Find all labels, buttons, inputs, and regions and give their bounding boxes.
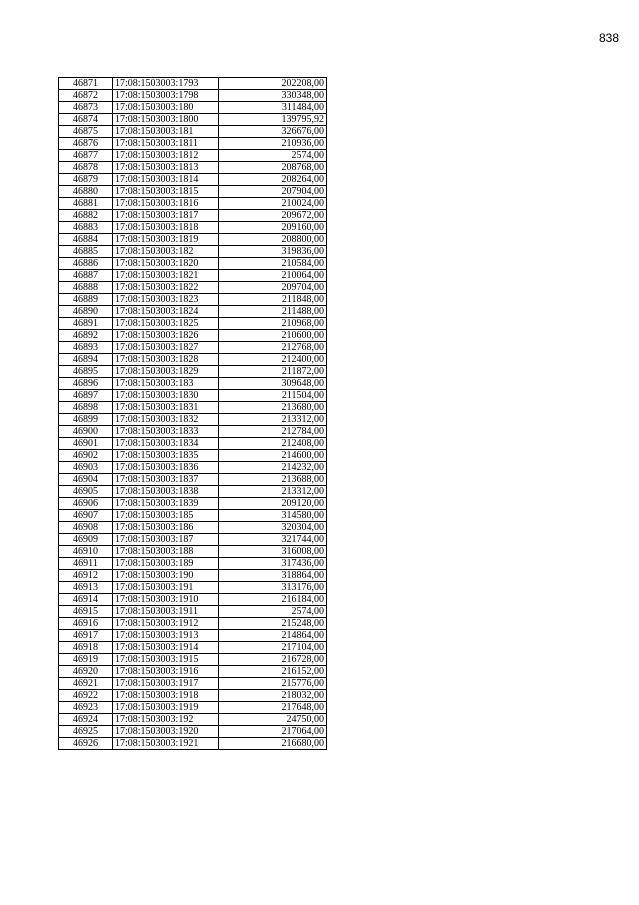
cadastral-number-cell: 17:08:1503003:189 <box>113 558 219 570</box>
value-cell: 210600,00 <box>219 330 327 342</box>
cadastral-number-cell: 17:08:1503003:1834 <box>113 438 219 450</box>
value-cell: 216680,00 <box>219 738 327 750</box>
cadastral-number-cell: 17:08:1503003:1813 <box>113 162 219 174</box>
table-row <box>59 318 327 330</box>
value-cell: 2574,00 <box>219 150 327 162</box>
value-cell: 319836,00 <box>219 246 327 258</box>
value-cell: 330348,00 <box>219 90 327 102</box>
value-cell: 211872,00 <box>219 366 327 378</box>
table-row <box>59 582 327 594</box>
table-row <box>59 522 327 534</box>
cadastral-number-cell: 17:08:1503003:1913 <box>113 630 219 642</box>
value-cell: 210968,00 <box>219 318 327 330</box>
table-row <box>59 78 327 90</box>
table-row <box>59 270 327 282</box>
table-row <box>59 570 327 582</box>
row-number-cell: 46883 <box>59 222 113 234</box>
value-cell: 212784,00 <box>219 426 327 438</box>
table-row <box>59 654 327 666</box>
cadastral-number-cell: 17:08:1503003:1798 <box>113 90 219 102</box>
row-number-cell: 46892 <box>59 330 113 342</box>
cadastral-number-cell: 17:08:1503003:1921 <box>113 738 219 750</box>
table-row <box>59 246 327 258</box>
table-row <box>59 630 327 642</box>
cadastral-number-cell: 17:08:1503003:1918 <box>113 690 219 702</box>
table-row <box>59 666 327 678</box>
row-number-cell: 46919 <box>59 654 113 666</box>
table-row <box>59 102 327 114</box>
table-row <box>59 702 327 714</box>
value-cell: 210024,00 <box>219 198 327 210</box>
cadastral-number-cell: 17:08:1503003:1830 <box>113 390 219 402</box>
cadastral-number-cell: 17:08:1503003:1814 <box>113 174 219 186</box>
table-row <box>59 594 327 606</box>
page-number: 838 <box>598 31 619 45</box>
value-cell: 217064,00 <box>219 726 327 738</box>
cadastral-number-cell: 17:08:1503003:1811 <box>113 138 219 150</box>
table-row <box>59 330 327 342</box>
value-cell: 317436,00 <box>219 558 327 570</box>
cadastral-number-cell: 17:08:1503003:1822 <box>113 282 219 294</box>
value-cell: 212768,00 <box>219 342 327 354</box>
cadastral-number-cell: 17:08:1503003:1831 <box>113 402 219 414</box>
cadastral-number-cell: 17:08:1503003:1916 <box>113 666 219 678</box>
value-cell: 320304,00 <box>219 522 327 534</box>
table-row <box>59 438 327 450</box>
cadastral-number-cell: 17:08:1503003:1911 <box>113 606 219 618</box>
cadastral-number-cell: 17:08:1503003:1832 <box>113 414 219 426</box>
row-number-cell: 46900 <box>59 426 113 438</box>
table-row <box>59 738 327 750</box>
cadastral-number-cell: 17:08:1503003:183 <box>113 378 219 390</box>
cadastral-number-cell: 17:08:1503003:1839 <box>113 498 219 510</box>
data-table <box>58 77 327 750</box>
value-cell: 213312,00 <box>219 414 327 426</box>
value-cell: 208800,00 <box>219 234 327 246</box>
table-row <box>59 498 327 510</box>
value-cell: 213312,00 <box>219 486 327 498</box>
value-cell: 216152,00 <box>219 666 327 678</box>
value-cell: 202208,00 <box>219 78 327 90</box>
row-number-cell: 46908 <box>59 522 113 534</box>
table-row <box>59 306 327 318</box>
cadastral-number-cell: 17:08:1503003:182 <box>113 246 219 258</box>
row-number-cell: 46909 <box>59 534 113 546</box>
cadastral-number-cell: 17:08:1503003:1816 <box>113 198 219 210</box>
table-body <box>59 78 327 750</box>
table-row <box>59 390 327 402</box>
row-number-cell: 46925 <box>59 726 113 738</box>
cadastral-number-cell: 17:08:1503003:187 <box>113 534 219 546</box>
value-cell: 213680,00 <box>219 402 327 414</box>
row-number-cell: 46889 <box>59 294 113 306</box>
cadastral-number-cell: 17:08:1503003:188 <box>113 546 219 558</box>
value-cell: 210584,00 <box>219 258 327 270</box>
table-row <box>59 690 327 702</box>
row-number-cell: 46880 <box>59 186 113 198</box>
table-row <box>59 126 327 138</box>
table-row <box>59 642 327 654</box>
value-cell: 212408,00 <box>219 438 327 450</box>
cadastral-number-cell: 17:08:1503003:1920 <box>113 726 219 738</box>
row-number-cell: 46907 <box>59 510 113 522</box>
table-row <box>59 414 327 426</box>
table-row <box>59 282 327 294</box>
row-number-cell: 46905 <box>59 486 113 498</box>
row-number-cell: 46920 <box>59 666 113 678</box>
row-number-cell: 46872 <box>59 90 113 102</box>
row-number-cell: 46874 <box>59 114 113 126</box>
table-row <box>59 222 327 234</box>
value-cell: 214600,00 <box>219 450 327 462</box>
value-cell: 314580,00 <box>219 510 327 522</box>
cadastral-number-cell: 17:08:1503003:1819 <box>113 234 219 246</box>
row-number-cell: 46885 <box>59 246 113 258</box>
row-number-cell: 46901 <box>59 438 113 450</box>
value-cell: 209120,00 <box>219 498 327 510</box>
row-number-cell: 46895 <box>59 366 113 378</box>
table-row <box>59 210 327 222</box>
value-cell: 214864,00 <box>219 630 327 642</box>
cadastral-number-cell: 17:08:1503003:190 <box>113 570 219 582</box>
cadastral-number-cell: 17:08:1503003:185 <box>113 510 219 522</box>
value-cell: 326676,00 <box>219 126 327 138</box>
value-cell: 217104,00 <box>219 642 327 654</box>
value-cell: 213688,00 <box>219 474 327 486</box>
row-number-cell: 46877 <box>59 150 113 162</box>
row-number-cell: 46924 <box>59 714 113 726</box>
row-number-cell: 46918 <box>59 642 113 654</box>
value-cell: 217648,00 <box>219 702 327 714</box>
table-row <box>59 714 327 726</box>
cadastral-number-cell: 17:08:1503003:1835 <box>113 450 219 462</box>
table-row <box>59 426 327 438</box>
value-cell: 139795,92 <box>219 114 327 126</box>
table-row <box>59 366 327 378</box>
value-cell: 209672,00 <box>219 210 327 222</box>
table-row <box>59 174 327 186</box>
table-row <box>59 486 327 498</box>
row-number-cell: 46922 <box>59 690 113 702</box>
row-number-cell: 46917 <box>59 630 113 642</box>
table-row <box>59 342 327 354</box>
table-row <box>59 402 327 414</box>
row-number-cell: 46912 <box>59 570 113 582</box>
cadastral-number-cell: 17:08:1503003:1915 <box>113 654 219 666</box>
row-number-cell: 46878 <box>59 162 113 174</box>
value-cell: 209160,00 <box>219 222 327 234</box>
cadastral-number-cell: 17:08:1503003:186 <box>113 522 219 534</box>
cadastral-number-cell: 17:08:1503003:180 <box>113 102 219 114</box>
table-row <box>59 138 327 150</box>
value-cell: 316008,00 <box>219 546 327 558</box>
table-row <box>59 606 327 618</box>
cadastral-number-cell: 17:08:1503003:1825 <box>113 318 219 330</box>
row-number-cell: 46876 <box>59 138 113 150</box>
table-row <box>59 546 327 558</box>
row-number-cell: 46903 <box>59 462 113 474</box>
row-number-cell: 46879 <box>59 174 113 186</box>
cadastral-number-cell: 17:08:1503003:1910 <box>113 594 219 606</box>
value-cell: 318864,00 <box>219 570 327 582</box>
value-cell: 211488,00 <box>219 306 327 318</box>
table-row <box>59 234 327 246</box>
row-number-cell: 46915 <box>59 606 113 618</box>
row-number-cell: 46884 <box>59 234 113 246</box>
value-cell: 311484,00 <box>219 102 327 114</box>
row-number-cell: 46910 <box>59 546 113 558</box>
row-number-cell: 46923 <box>59 702 113 714</box>
value-cell: 212400,00 <box>219 354 327 366</box>
cadastral-number-cell: 17:08:1503003:181 <box>113 126 219 138</box>
table-row <box>59 186 327 198</box>
cadastral-number-cell: 17:08:1503003:1818 <box>113 222 219 234</box>
cadastral-number-cell: 17:08:1503003:1812 <box>113 150 219 162</box>
table-row <box>59 534 327 546</box>
value-cell: 216184,00 <box>219 594 327 606</box>
row-number-cell: 46881 <box>59 198 113 210</box>
row-number-cell: 46896 <box>59 378 113 390</box>
cadastral-number-cell: 17:08:1503003:192 <box>113 714 219 726</box>
cadastral-number-cell: 17:08:1503003:1793 <box>113 78 219 90</box>
value-cell: 211504,00 <box>219 390 327 402</box>
table-row <box>59 726 327 738</box>
table-row <box>59 618 327 630</box>
cadastral-number-cell: 17:08:1503003:1817 <box>113 210 219 222</box>
cadastral-number-cell: 17:08:1503003:1823 <box>113 294 219 306</box>
cadastral-number-cell: 17:08:1503003:1833 <box>113 426 219 438</box>
value-cell: 209704,00 <box>219 282 327 294</box>
row-number-cell: 46891 <box>59 318 113 330</box>
table-row <box>59 462 327 474</box>
table-row <box>59 294 327 306</box>
value-cell: 218032,00 <box>219 690 327 702</box>
row-number-cell: 46886 <box>59 258 113 270</box>
value-cell: 216728,00 <box>219 654 327 666</box>
cadastral-number-cell: 17:08:1503003:1826 <box>113 330 219 342</box>
cadastral-number-cell: 17:08:1503003:191 <box>113 582 219 594</box>
value-cell: 210064,00 <box>219 270 327 282</box>
cadastral-number-cell: 17:08:1503003:1815 <box>113 186 219 198</box>
value-cell: 208264,00 <box>219 174 327 186</box>
row-number-cell: 46906 <box>59 498 113 510</box>
row-number-cell: 46914 <box>59 594 113 606</box>
row-number-cell: 46887 <box>59 270 113 282</box>
row-number-cell: 46916 <box>59 618 113 630</box>
cadastral-number-cell: 17:08:1503003:1837 <box>113 474 219 486</box>
value-cell: 2574,00 <box>219 606 327 618</box>
cadastral-number-cell: 17:08:1503003:1827 <box>113 342 219 354</box>
value-cell: 309648,00 <box>219 378 327 390</box>
value-cell: 215248,00 <box>219 618 327 630</box>
cadastral-number-cell: 17:08:1503003:1914 <box>113 642 219 654</box>
row-number-cell: 46893 <box>59 342 113 354</box>
cadastral-number-cell: 17:08:1503003:1828 <box>113 354 219 366</box>
row-number-cell: 46888 <box>59 282 113 294</box>
value-cell: 24750,00 <box>219 714 327 726</box>
row-number-cell: 46890 <box>59 306 113 318</box>
value-cell: 208768,00 <box>219 162 327 174</box>
value-cell: 321744,00 <box>219 534 327 546</box>
table-row <box>59 450 327 462</box>
value-cell: 215776,00 <box>219 678 327 690</box>
table-row <box>59 378 327 390</box>
row-number-cell: 46926 <box>59 738 113 750</box>
value-cell: 313176,00 <box>219 582 327 594</box>
row-number-cell: 46911 <box>59 558 113 570</box>
table-row <box>59 678 327 690</box>
row-number-cell: 46904 <box>59 474 113 486</box>
table-row <box>59 258 327 270</box>
table-row <box>59 354 327 366</box>
row-number-cell: 46882 <box>59 210 113 222</box>
value-cell: 214232,00 <box>219 462 327 474</box>
cadastral-number-cell: 17:08:1503003:1800 <box>113 114 219 126</box>
cadastral-number-cell: 17:08:1503003:1838 <box>113 486 219 498</box>
table-row <box>59 162 327 174</box>
table-row <box>59 474 327 486</box>
value-cell: 210936,00 <box>219 138 327 150</box>
row-number-cell: 46873 <box>59 102 113 114</box>
cadastral-number-cell: 17:08:1503003:1829 <box>113 366 219 378</box>
table-row <box>59 114 327 126</box>
row-number-cell: 46902 <box>59 450 113 462</box>
row-number-cell: 46875 <box>59 126 113 138</box>
row-number-cell: 46871 <box>59 78 113 90</box>
cadastral-number-cell: 17:08:1503003:1821 <box>113 270 219 282</box>
row-number-cell: 46913 <box>59 582 113 594</box>
cadastral-number-cell: 17:08:1503003:1820 <box>113 258 219 270</box>
table-row <box>59 150 327 162</box>
cadastral-number-cell: 17:08:1503003:1836 <box>113 462 219 474</box>
table-row <box>59 510 327 522</box>
row-number-cell: 46921 <box>59 678 113 690</box>
table-row <box>59 198 327 210</box>
cadastral-number-cell: 17:08:1503003:1912 <box>113 618 219 630</box>
row-number-cell: 46897 <box>59 390 113 402</box>
table-row <box>59 90 327 102</box>
table-row <box>59 558 327 570</box>
cadastral-number-cell: 17:08:1503003:1824 <box>113 306 219 318</box>
row-number-cell: 46894 <box>59 354 113 366</box>
cadastral-number-cell: 17:08:1503003:1919 <box>113 702 219 714</box>
cadastral-number-cell: 17:08:1503003:1917 <box>113 678 219 690</box>
row-number-cell: 46899 <box>59 414 113 426</box>
row-number-cell: 46898 <box>59 402 113 414</box>
value-cell: 207904,00 <box>219 186 327 198</box>
value-cell: 211848,00 <box>219 294 327 306</box>
